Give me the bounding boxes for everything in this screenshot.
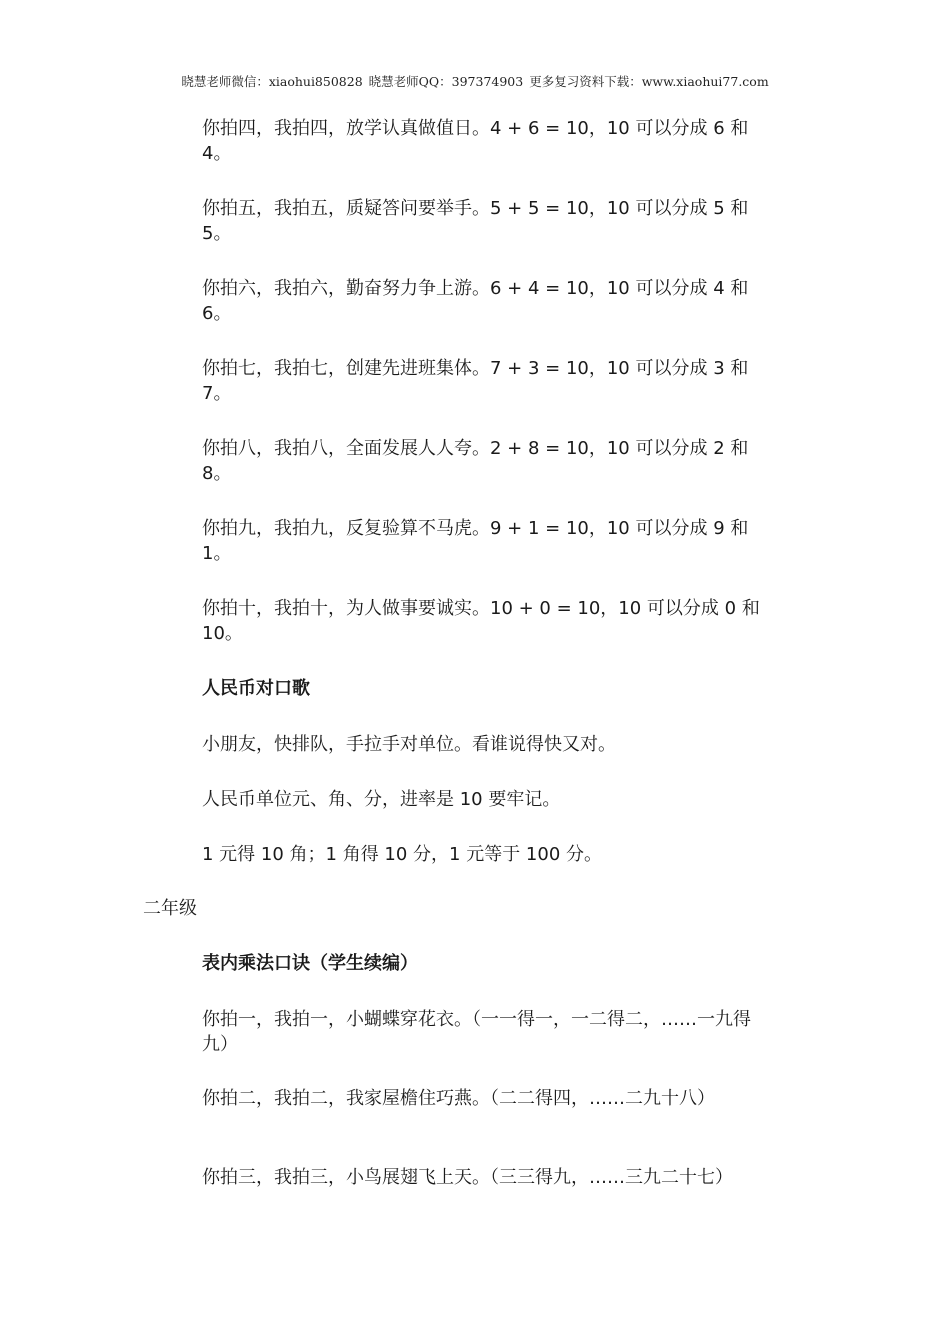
paragraph-clap-4: 你拍四，我拍四，放学认真做值日。4 + 6 = 10，10 可以分成 6 和 4。: [202, 118, 749, 164]
paragraph-clap-9: 你拍九，我拍九，反复验算不马虎。9 + 1 = 10，10 可以分成 9 和 1。: [202, 518, 749, 564]
paragraph-clap-10: 你拍十，我拍十，为人做事要诚实。10 + 0 = 10，10 可以分成 0 和 10。: [202, 598, 760, 644]
header-qq: 晓慧老师QQ：397374903: [368, 74, 524, 89]
paragraph-mult-2: 你拍二，我拍二，我家屋檐住巧燕。（二二得四，……二九十八）: [202, 1088, 715, 1109]
section-title-rmb: 人民币对口歌: [202, 678, 310, 699]
paragraph-clap-6: 你拍六，我拍六，勤奋努力争上游。6 + 4 = 10，10 可以分成 4 和 6。: [202, 278, 749, 324]
paragraph-rmb-2: 人民币单位元、角、分，进率是 10 要牢记。: [202, 789, 561, 810]
paragraph-mult-3: 你拍三，我拍三，小鸟展翅飞上天。（三三得九，……三九二十七）: [202, 1167, 733, 1188]
paragraph-rmb-1: 小朋友，快排队，手拉手对单位。看谁说得快又对。: [202, 734, 616, 755]
paragraph-clap-7: 你拍七，我拍七，创建先进班集体。7 + 3 = 10，10 可以分成 3 和 7。: [202, 358, 749, 404]
paragraph-rmb-3: 1 元得 10 角；1 角得 10 分，1 元等于 100 分。: [202, 844, 603, 865]
grade-label: 二年级: [143, 898, 197, 919]
header-download: 更多复习资料下载：www.xiaohui77.com: [529, 74, 769, 89]
page-header: [0, 72, 950, 90]
paragraph-clap-5: 你拍五，我拍五，质疑答问要举手。5 + 5 = 10，10 可以分成 5 和 5。: [202, 198, 749, 244]
paragraph-mult-1: 你拍一，我拍一，小蝴蝶穿花衣。（一一得一，一二得二，……一九得九）: [202, 1009, 751, 1055]
paragraph-clap-8: 你拍八，我拍八，全面发展人人夸。2 + 8 = 10，10 可以分成 2 和 8。: [202, 438, 749, 484]
header-wechat: 晓慧老师微信：xiaohui850828: [181, 74, 363, 89]
section-title-multiplication: 表内乘法口诀（学生续编）: [202, 953, 418, 974]
